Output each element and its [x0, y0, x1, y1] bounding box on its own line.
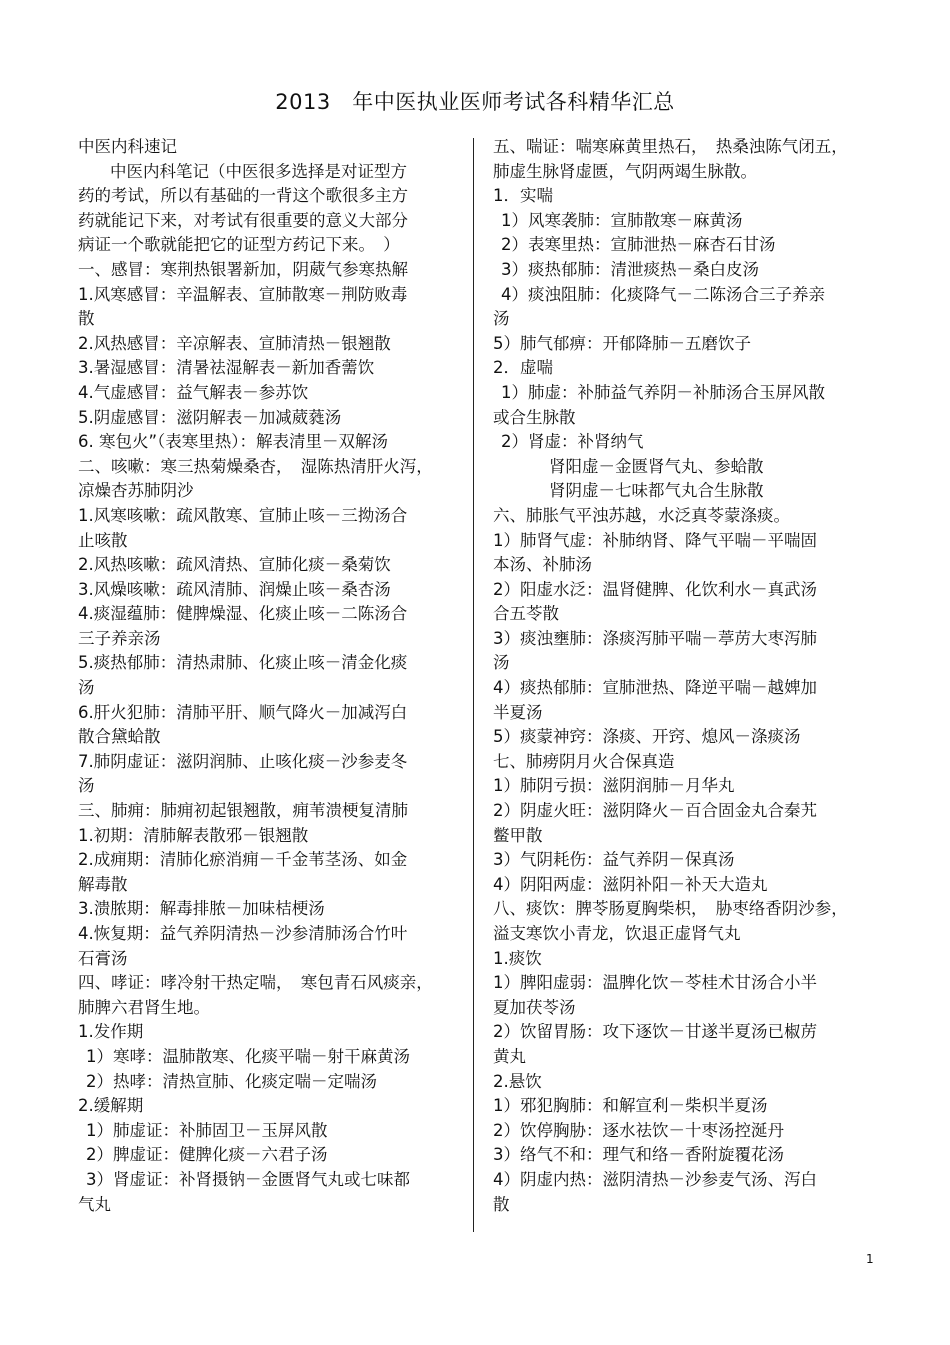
text-line: 夏加茯苓汤 [493, 997, 576, 1017]
text-line: 本汤、补肺汤 [493, 555, 592, 575]
text-line: 3）痰热郁肺：清泄痰热－桑白皮汤 [501, 259, 759, 279]
text-line: 5）痰蒙神窍：涤痰、开窍、熄风－涤痰汤 [493, 727, 801, 747]
text-line: 3）气阴耗伤：益气养阴－保真汤 [493, 850, 735, 870]
text-line: 2）热哮：清热宣肺、化痰定喘－定喘汤 [86, 1071, 377, 1091]
text-line: 2）表寒里热：宣肺泄热－麻杏石甘汤 [501, 235, 776, 255]
text-line: 四、哮证：哮冷射干热定喘， 寒包青石风痰亲， [78, 973, 433, 993]
text-line: 4）痰浊阻肺：化痰降气－二陈汤合三子养亲 [501, 284, 825, 304]
text-line: 鳖甲散 [493, 825, 543, 845]
text-line: 2）饮停胸胁：逐水祛饮－十枣汤控涎丹 [493, 1120, 784, 1140]
text-line: 4）阴阳两虚：滋阴补阳－补天大造丸 [493, 874, 768, 894]
text-line: 2）阳虚水泛：温肾健脾、化饮利水－真武汤 [493, 579, 817, 599]
text-line: 肺虚生脉肾虚匮，气阴两竭生脉散。 [493, 161, 757, 181]
text-line: 2）肾虚：补肾纳气 [501, 432, 644, 452]
text-line: 5.痰热郁肺：清热肃肺、化痰止咳－清金化痰 [78, 653, 408, 673]
text-line: 3.溃脓期：解毒排脓－加味桔梗汤 [78, 899, 325, 919]
text-line: 3）痰浊壅肺：涤痰泻肺平喘－葶苈大枣泻肺 [493, 628, 817, 648]
text-line: 7.肺阴虚证：滋阴润肺、止咳化痰－沙参麦冬 [78, 751, 408, 771]
text-line: 3.暑湿感冒：清暑祛湿解表－新加香薷饮 [78, 358, 375, 378]
text-line: 4.痰湿蕴肺：健脾燥湿、化痰止咳－二陈汤合 [78, 604, 408, 624]
text-line: 4）痰热郁肺：宣肺泄热、降逆平喘－越婢加 [493, 678, 817, 698]
text-line: 2.成痈期：清肺化瘀消痈－千金苇茎汤、如金 [78, 850, 408, 870]
text-line: 肾阴虚－七味都气丸合生脉散 [549, 481, 764, 501]
text-line: 溢支寒饮小青龙，饮退正虚肾气丸 [493, 924, 741, 943]
text-line: 5.阴虚感冒：滋阴解表－加减葳蕤汤 [78, 407, 342, 427]
text-line: 一、感冒：寒荆热银署新加，阴葳气参寒热解 [78, 259, 408, 279]
text-line: 1.痰饮 [493, 948, 542, 968]
text-line: 1）肺阴亏损：滋阴润肺－月华丸 [493, 776, 735, 796]
text-line: 药就能记下来，对考试有很重要的意义大部分 [78, 210, 408, 230]
text-line: 合五苓散 [493, 604, 559, 624]
text-line: 六、肺胀气平浊苏越，水泛真苓蒙涤痰。 [493, 505, 790, 525]
text-line: 6.肝火犯肺：清肺平肝、顺气降火－加减泻白 [78, 702, 408, 722]
text-line: 3）肾虚证：补肾摄钠－金匮肾气丸或七味都 [86, 1169, 410, 1189]
text-line: 药的考试，所以有基础的一背这个歌很多主方 [78, 186, 408, 206]
text-line: 2）脾虚证：健脾化痰－六君子汤 [86, 1145, 328, 1165]
text-line: 三子养亲汤 [78, 628, 161, 648]
text-line: 散 [493, 1194, 510, 1214]
text-line: 散 [78, 309, 95, 329]
text-line: 3.风燥咳嗽：疏风清肺、润燥止咳－桑杏汤 [78, 579, 391, 599]
text-line: 黄丸 [493, 1046, 526, 1066]
text-line: 石膏汤 [78, 948, 128, 968]
text-line: 汤 [78, 776, 95, 796]
text-line: 1）风寒袭肺：宣肺散寒－麻黄汤 [501, 210, 743, 230]
text-line: 2）阴虚火旺：滋阴降火－百合固金丸合秦艽 [493, 801, 817, 821]
text-line: 半夏汤 [493, 702, 543, 722]
text-line: 1）寒哮：温肺散寒、化痰平喘－射干麻黄汤 [86, 1046, 410, 1066]
text-line: 1．实喘 [493, 186, 553, 206]
text-line: 6. 寒包火”（表寒里热）：解表清里－双解汤 [78, 432, 389, 452]
text-line: 气丸 [78, 1194, 111, 1214]
text-line: 1.初期：清肺解表散邪－银翘散 [78, 825, 309, 845]
text-line: 1.风寒咳嗽：疏风散寒、宣肺止咳－三拗汤合 [78, 505, 408, 525]
text-line: 汤 [493, 309, 510, 329]
text-line: 肾阳虚－金匮肾气丸、参蛤散 [549, 456, 764, 476]
text-line: 散合黛蛤散 [78, 727, 161, 747]
text-line: 1）肺肾气虚：补肺纳肾、降气平喘－平喘固 [493, 530, 817, 550]
text-line: 汤 [493, 653, 510, 673]
text-line: 2.风热感冒：辛凉解表、宣肺清热－银翘散 [78, 333, 391, 353]
text-line: 汤 [78, 678, 95, 698]
column-divider [473, 138, 474, 1232]
text-line: 2.风热咳嗽：疏风清热、宣肺化痰－桑菊饮 [78, 555, 391, 575]
text-line: 1）肺虚：补肺益气养阴－补肺汤合玉屏风散 [501, 382, 825, 402]
page-number: 1 [866, 1252, 874, 1266]
text-line: 1）脾阳虚弱：温脾化饮－苓桂术甘汤合小半 [493, 973, 817, 993]
text-line: 五、喘证：喘寒麻黄里热石， 热桑浊陈气闭五， [493, 137, 848, 156]
text-line: 病证一个歌就能把它的证型方药记下来。 ） [78, 235, 400, 255]
text-line: 八、痰饮：脾苓肠夏胸柴枳， 胁枣络香阴沙参， [493, 899, 848, 919]
text-line: 4.气虚感冒：益气解表－参苏饮 [78, 382, 309, 402]
text-line: 中医内科笔记（中医很多选择是对证型方 [110, 161, 407, 181]
right-column [493, 135, 865, 1217]
text-line: 3）络气不和：理气和络－香附旋覆花汤 [493, 1145, 784, 1165]
text-line: 2．虚喘 [493, 358, 553, 378]
text-line: 或合生脉散 [493, 407, 576, 427]
text-line: 2）饮留胃肠：攻下逐饮－甘遂半夏汤已椒苈 [493, 1022, 817, 1042]
text-line: 七、肺痨阴月火合保真造 [493, 751, 675, 771]
text-line: 二、咳嗽：寒三热菊燥桑杏， 湿陈热清肝火泻， [78, 456, 433, 476]
text-line: 中医内科速记 [78, 137, 177, 156]
text-line: 5）肺气郁痹：开郁降肺－五磨饮子 [493, 333, 751, 353]
text-line: 2.缓解期 [78, 1096, 144, 1116]
text-line: 止咳散 [78, 530, 128, 550]
text-line: 解毒散 [78, 874, 128, 894]
text-line: 4）阴虚内热：滋阴清热－沙参麦气汤、泻白 [493, 1169, 817, 1189]
text-line: 凉燥杏苏肺阴沙 [78, 481, 194, 501]
text-line: 肺脾六君肾生地。 [78, 997, 210, 1017]
text-line: 1.风寒感冒：辛温解表、宣肺散寒－荆防败毒 [78, 284, 408, 304]
left-column [78, 135, 450, 1217]
document-title: 2013 年中医执业医师考试各科精华汇总 [275, 90, 675, 114]
text-line: 三、肺痈：肺痈初起银翘散，痈苇溃梗复清肺 [78, 801, 408, 821]
text-line: 1）邪犯胸肺：和解宣利－柴枳半夏汤 [493, 1096, 768, 1116]
text-line: 2.悬饮 [493, 1071, 542, 1091]
text-line: 1）肺虚证：补肺固卫－玉屏风散 [86, 1120, 328, 1140]
text-line: 4.恢复期：益气养阴清热－沙参清肺汤合竹叶 [78, 924, 408, 943]
text-line: 1.发作期 [78, 1022, 144, 1042]
